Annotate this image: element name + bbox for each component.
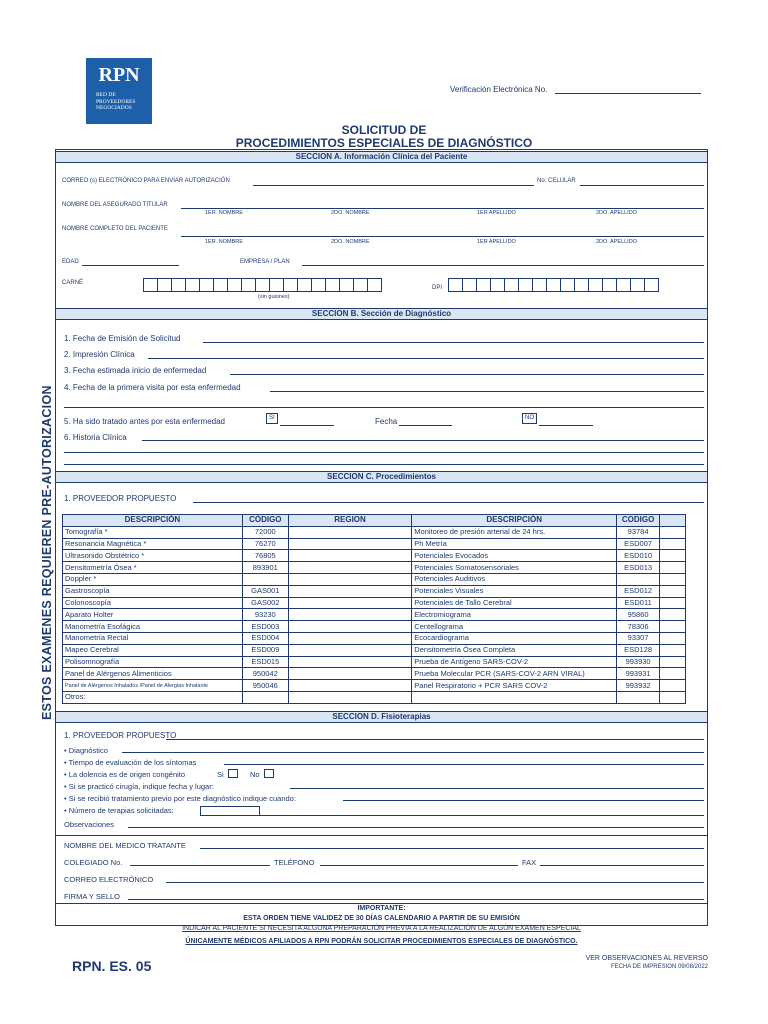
d-congenital-no-label: No <box>250 770 260 779</box>
procedure-description-2: Panel Respiratorio + PCR SARS COV-2 <box>412 680 617 692</box>
procedure-description: Resonancia Magnética * <box>63 538 243 550</box>
d-item-congenital: • La dolencia es de origen congénito <box>64 770 186 779</box>
form-title-line-1: SOLICITUD DE <box>341 123 427 137</box>
patient-name-field[interactable] <box>181 236 704 237</box>
procedure-description: Doppler * <box>63 573 243 585</box>
d-congenital-yes-label: Si <box>217 770 224 779</box>
dpi-label: DPI <box>432 285 443 291</box>
procedure-check-field[interactable] <box>660 644 686 656</box>
procedure-description: Colonoscopía <box>63 597 243 609</box>
d-item-surgery-field[interactable] <box>290 788 704 789</box>
doctor-email-field[interactable] <box>166 882 704 883</box>
fax-field[interactable] <box>540 865 704 866</box>
q2-label: 2. Impresión Clínica <box>64 350 135 359</box>
col-code: CÓDIGO <box>242 515 288 527</box>
procedure-check-field[interactable] <box>660 609 686 621</box>
procedure-check-field[interactable] <box>660 526 686 538</box>
procedure-description-2: Ecocardiograma <box>412 632 617 644</box>
procedure-description-2: Densitometría Ósea Completa <box>412 644 617 656</box>
signature-field[interactable] <box>128 899 704 900</box>
d-item-symptom-time: • Tiempo de evaluación de los síntomas <box>64 758 197 767</box>
procedure-region-field[interactable] <box>288 656 412 668</box>
table-row <box>63 562 686 574</box>
section-a-header: SECCION A. Información Clínica del Paciente <box>56 151 707 163</box>
d-item-symptom-time-field[interactable] <box>224 764 704 765</box>
procedure-description-2: Electromiograma <box>412 609 617 621</box>
procedure-code: ESD015 <box>242 656 288 668</box>
procedure-description-2: Potenciales de Tallo Cerebral <box>412 597 617 609</box>
insured-first-name-sub: 1ER. NOMBRE <box>205 210 243 216</box>
procedure-check-field[interactable] <box>660 668 686 680</box>
table-row <box>63 585 686 597</box>
d-item-surgery: • Si se practicó cirugía, indique fecha y lugar: <box>64 782 214 791</box>
logo-line-3: NEGOCIADOS <box>96 105 132 111</box>
section-d-provider-label: 1. PROVEEDOR PROPUESTO <box>64 731 177 740</box>
procedure-code: ESD003 <box>242 621 288 633</box>
q6-extra-line-2[interactable] <box>64 464 704 465</box>
patient-second-name-sub: 2DO. NOMBRE <box>331 239 370 245</box>
col-check <box>660 515 686 527</box>
insured-first-surname-sub: 1ER APELLIDO <box>477 210 516 216</box>
procedure-region-field[interactable] <box>288 597 412 609</box>
important-line-3: ÚNICAMENTE MÉDICOS AFILIADOS A RPN PODRÁN SOLICITAR PROCEDIMIENTOS ESPECIALES DE DIAGNÓSTICO. <box>185 938 578 945</box>
procedure-region-field[interactable] <box>288 609 412 621</box>
rpn-logo <box>86 58 152 124</box>
procedure-code <box>242 691 288 703</box>
table-row <box>63 609 686 621</box>
procedure-code-2: 993930 <box>617 656 660 668</box>
age-label: EDAD <box>62 259 79 265</box>
col-code-2: CODIGO <box>617 515 660 527</box>
q4-label: 4. Fecha de la primera visita por esta enfermedad <box>64 383 241 392</box>
logo-line-2: PROVEEDORES <box>96 98 136 105</box>
procedure-code: 72000 <box>242 526 288 538</box>
procedure-check-field[interactable] <box>660 562 686 574</box>
section-c-header: SECCION C. Procedimientos <box>56 471 707 483</box>
print-date: FECHA DE IMPRESION 09/08/2022 <box>610 964 708 970</box>
table-row <box>63 621 686 633</box>
college-label: COLEGIADO No. <box>64 858 123 867</box>
procedure-check-field[interactable] <box>660 597 686 609</box>
col-region: REGION <box>288 515 412 527</box>
procedure-code-2: 993931 <box>617 668 660 680</box>
procedure-code: 93230 <box>242 609 288 621</box>
insured-second-surname-sub: 2DO. APELLIDO <box>596 210 637 216</box>
table-row <box>63 668 686 680</box>
procedure-check-field[interactable] <box>660 621 686 633</box>
q5-date-field[interactable] <box>399 425 452 426</box>
procedure-description: Densitometría Ósea * <box>63 562 243 574</box>
table-row <box>63 526 686 538</box>
q5-label: 5. Ha sido tratado antes por esta enfermedad <box>64 417 225 426</box>
procedure-description: Tomografía * <box>63 526 243 538</box>
d-divider <box>56 835 707 836</box>
procedure-region-field[interactable] <box>288 668 412 680</box>
procedure-check-field[interactable] <box>660 550 686 562</box>
procedure-description-2: Monitoreo de presión arterial de 24 hrs. <box>412 526 617 538</box>
procedure-description: Polisomnografía <box>63 656 243 668</box>
table-row <box>63 644 686 656</box>
table-row <box>63 632 686 644</box>
procedure-code-2: ESD128 <box>617 644 660 656</box>
insured-name-field[interactable] <box>181 208 704 209</box>
q4-field[interactable] <box>270 391 704 392</box>
procedure-code-2: 78306 <box>617 621 660 633</box>
table-row <box>63 538 686 550</box>
procedure-check-field[interactable] <box>660 585 686 597</box>
important-line-2: INDICAR AL PACIENTE SI NECESITA ALGUNA PREPARACIÓN PREVIA A LA REALIZACIÓN DE ALGÚN EXAMEN ESPECIAL <box>182 925 581 932</box>
logo-name <box>96 92 135 112</box>
procedure-description: Gastroscopía <box>63 585 243 597</box>
doctor-name-field[interactable] <box>200 848 704 849</box>
q3-label: 3. Fecha estimada inicio de enfermedad <box>64 366 207 375</box>
procedure-region-field[interactable] <box>288 680 412 692</box>
procedure-code: 76805 <box>242 550 288 562</box>
procedure-check-field[interactable] <box>660 573 686 585</box>
patient-first-surname-sub: 1ER APELLIDO <box>477 239 516 245</box>
procedure-check-field[interactable] <box>660 680 686 692</box>
procedure-code-2: 93784 <box>617 526 660 538</box>
d-therapies-box[interactable] <box>200 806 260 816</box>
pre-authorization-vertical-note: ESTOS EXAMENES REQUIEREN PRE-AUTORIZACION <box>40 385 54 720</box>
age-field[interactable] <box>82 265 179 266</box>
section-c-provider-label: 1. PROVEEDOR PROPUESTO <box>64 494 177 503</box>
procedure-check-field[interactable] <box>660 691 686 703</box>
procedure-code-2: ESD012 <box>617 585 660 597</box>
table-row <box>63 597 686 609</box>
procedure-region-field[interactable] <box>288 550 412 562</box>
procedure-description: Panel de Alérgenos Inhalados /Panel de Alergias Inhalante <box>63 680 243 692</box>
section-b-header: SECCION B. Sección de Diagnóstico <box>56 308 707 320</box>
d-item-diagnosis: • Diagnóstico <box>64 746 108 755</box>
email-field[interactable] <box>253 185 534 186</box>
phone-label: TELÉFONO <box>274 858 315 867</box>
table-row <box>63 691 686 703</box>
card-label: CARNÉ <box>62 280 84 286</box>
patient-label: NOMBRE COMPLETO DEL PACIENTE <box>62 226 168 232</box>
q2-field[interactable] <box>148 358 704 359</box>
logo-abbr: RPN <box>98 64 140 86</box>
procedure-code-2: 93307 <box>617 632 660 644</box>
table-row <box>63 550 686 562</box>
procedure-description-2: Potenciales Evocados <box>412 550 617 562</box>
procedure-code-2: ESD007 <box>617 538 660 550</box>
procedure-code <box>242 573 288 585</box>
section-d-provider-field[interactable] <box>166 739 704 740</box>
company-field[interactable] <box>302 265 704 266</box>
col-description-2: DESCRIPCIÓN <box>412 515 617 527</box>
procedure-description: Panel de Alérgenos Alimenticios <box>63 668 243 680</box>
procedure-code-2: 95860 <box>617 609 660 621</box>
procedure-code: GAS001 <box>242 585 288 597</box>
cell-label: No. CELULAR <box>537 178 576 184</box>
q5-no-line <box>539 425 593 426</box>
procedure-code: 950042 <box>242 668 288 680</box>
procedure-description-2 <box>412 691 617 703</box>
dpi-boxes[interactable] <box>448 278 658 292</box>
section-d-header: SECCION D. Fisioterapias <box>56 711 707 723</box>
procedure-description-2: Prueba Molecular PCR (SARS-COV-2 ARN VIRAL) <box>412 668 617 680</box>
procedure-check-field[interactable] <box>660 538 686 550</box>
procedure-region-field[interactable] <box>288 538 412 550</box>
card-note: (sin guiones) <box>258 294 290 300</box>
procedure-code: GAS002 <box>242 597 288 609</box>
company-label: EMPRESA / PLAN <box>240 259 290 265</box>
fax-label: FAX <box>522 858 537 867</box>
d-observations-label: Observaciones <box>64 820 115 829</box>
procedure-code-2: ESD011 <box>617 597 660 609</box>
procedures-header-row <box>63 515 686 527</box>
procedure-description: Ultrasonido Obstétrico * <box>63 550 243 562</box>
procedure-region-field[interactable] <box>288 632 412 644</box>
insured-second-name-sub: 2DO. NOMBRE <box>331 210 370 216</box>
procedure-code: ESD009 <box>242 644 288 656</box>
phone-field[interactable] <box>320 865 518 866</box>
college-field[interactable] <box>130 865 270 866</box>
procedure-description-2: Centellograma <box>412 621 617 633</box>
d-item-therapies: • Número de terapias solicitadas: <box>64 806 174 815</box>
procedure-description: Manometría Esofágica <box>63 621 243 633</box>
procedure-description-2: Prueba de Antígeno SARS-COV-2 <box>412 656 617 668</box>
see-back-note: VER OBSERVACIONES AL REVERSO <box>585 955 708 962</box>
q5-yes-line <box>280 425 334 426</box>
procedure-region-field[interactable] <box>288 562 412 574</box>
procedure-region-field[interactable] <box>288 585 412 597</box>
q5-date-label: Fecha <box>375 417 398 426</box>
procedure-region-field[interactable] <box>288 644 412 656</box>
procedure-code: 950046 <box>242 680 288 692</box>
procedure-description-2: Ph Metría <box>412 538 617 550</box>
card-number-boxes[interactable] <box>143 278 381 292</box>
verification-label: Verificación Electrónica No. <box>450 85 548 94</box>
q4-extra-line[interactable] <box>64 407 704 408</box>
d-congenital-no-box[interactable] <box>264 769 274 778</box>
procedure-description: Aparato Holter <box>63 609 243 621</box>
q5-no-box[interactable]: NO <box>522 413 537 424</box>
d-item-diagnosis-field[interactable] <box>122 752 704 753</box>
procedure-region-field[interactable] <box>288 526 412 538</box>
procedure-description: Manometría Rectal <box>63 632 243 644</box>
col-description: DESCRIPCIÓN <box>63 515 243 527</box>
logo-line-1: RED DE <box>96 92 116 98</box>
procedure-code-2 <box>617 691 660 703</box>
d-congenital-yes-box[interactable] <box>228 769 238 778</box>
procedure-description-2: Potenciales Visuales <box>412 585 617 597</box>
email-label: CORREO (s) ELECTRÓNICO PARA ENVIAR AUTORIZACIÓN <box>62 178 230 184</box>
doctor-name-label: NOMBRE DEL MEDICO TRATANTE <box>64 841 186 850</box>
important-title: IMPORTANTE: <box>357 905 406 912</box>
doctor-divider <box>56 903 707 904</box>
q5-yes-box[interactable]: SI <box>266 413 278 424</box>
form-title-line-2: PROCEDIMIENTOS ESPECIALES DE DIAGNÓSTICO <box>235 136 533 150</box>
d-item-prior-treatment-field[interactable] <box>343 800 704 801</box>
procedure-code-2: ESD013 <box>617 562 660 574</box>
d-item-prior-treatment: • Si se recibió tratamiento previo por este diagnóstico indique cuando: <box>64 794 296 803</box>
patient-second-surname-sub: 2DO. APELLIDO <box>596 239 637 245</box>
section-c-provider-field[interactable] <box>193 502 704 503</box>
d-observations-field[interactable] <box>128 827 704 828</box>
procedure-description: Otros: <box>63 691 243 703</box>
table-row <box>63 573 686 585</box>
table-row <box>63 680 686 692</box>
procedure-region-field[interactable] <box>288 621 412 633</box>
verification-field[interactable] <box>555 93 701 94</box>
procedure-code: 76270 <box>242 538 288 550</box>
doctor-email-label: CORREO ELECTRÓNICO <box>64 875 154 884</box>
insured-label: NOMBRE DEL ASEGURADO TITULAR <box>62 202 168 208</box>
procedures-table <box>62 514 686 704</box>
form-code: RPN. ES. 05 <box>72 958 152 974</box>
q6-field[interactable] <box>142 440 704 441</box>
patient-first-name-sub: 1ER. NOMBRE <box>205 239 243 245</box>
q1-field[interactable] <box>203 342 704 343</box>
procedure-code-2: ESD010 <box>617 550 660 562</box>
procedure-check-field[interactable] <box>660 656 686 668</box>
procedure-check-field[interactable] <box>660 632 686 644</box>
procedure-description-2: Potenciales Somatosensoriales <box>412 562 617 574</box>
d-therapies-line <box>260 815 704 816</box>
procedure-code: ESD004 <box>242 632 288 644</box>
q1-label: 1. Fecha de Emisión de Solicitud <box>64 334 181 343</box>
procedure-description: Mapeo Cerebral <box>63 644 243 656</box>
procedure-code-2: 993932 <box>617 680 660 692</box>
q3-field[interactable] <box>230 374 704 375</box>
procedure-code: 893901 <box>242 562 288 574</box>
signature-label: FIRMA Y SELLO <box>64 892 120 901</box>
procedure-description-2: Potenciales Auditivos <box>412 573 617 585</box>
procedure-code-2 <box>617 573 660 585</box>
q6-label: 6. Historia Clínica <box>64 433 127 442</box>
important-line-1: ESTA ORDEN TIENE VALIDEZ DE 30 DÍAS CALENDARIO A PARTIR DE SU EMISIÓN <box>243 915 520 922</box>
cell-field[interactable] <box>580 185 704 186</box>
procedure-region-field[interactable] <box>288 691 412 703</box>
table-row <box>63 656 686 668</box>
procedure-region-field[interactable] <box>288 573 412 585</box>
q6-extra-line-1[interactable] <box>64 452 704 453</box>
